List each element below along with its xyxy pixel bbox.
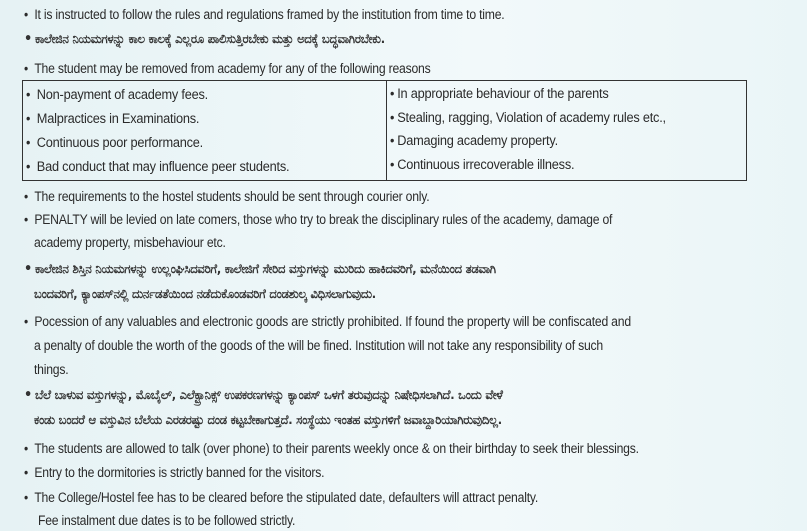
- bullet-icon: •: [24, 489, 29, 505]
- rule-valuables-continued: a penalty of double the worth of the goods of the will be fined. Institution will not take any responsibility of such: [34, 338, 603, 354]
- bullet-icon: •: [24, 261, 33, 277]
- removal-reasons-table: [22, 80, 747, 181]
- reason-item: • Damaging academy property.: [390, 132, 558, 149]
- bullet-icon: •: [24, 464, 29, 480]
- rule-fees-continued: Fee instalment due dates is to be followed strictly.: [38, 513, 296, 529]
- bullet-icon: •: [26, 158, 31, 174]
- bullet-icon: •: [390, 109, 395, 125]
- rule-visitors: • Entry to the dormitories is strictly banned for the visitors.: [24, 464, 325, 481]
- rule-follow-rules-kannada: • ಕಾಲೇಜಿನ ನಿಯಮಗಳನ್ನು ಕಾಲ ಕಾಲಕ್ಕೆ ಎಲ್ಲರೂ ಪಾಲಿಸುತ್ತಿರಬೇಕು ಮತ್ತು ಅದಕ್ಕೆ ಬದ್ಧವಾಗಿರಬೇಕು.: [24, 31, 385, 47]
- reason-item: • Bad conduct that may influence peer students.: [26, 158, 290, 175]
- bullet-icon: •: [24, 440, 29, 456]
- rule-penalty-continued: academy property, misbehaviour etc.: [34, 235, 226, 251]
- bullet-icon: •: [24, 6, 29, 22]
- bullet-icon: •: [24, 313, 29, 329]
- reason-item: • In appropriate behaviour of the parents: [390, 85, 609, 102]
- bullet-icon: •: [26, 110, 31, 126]
- rule-fees: • The College/Hostel fee has to be cleared before the stipulated date, defaulters will attract penalty.: [24, 489, 539, 506]
- bullet-icon: •: [390, 132, 395, 148]
- bullet-icon: •: [24, 60, 29, 76]
- rule-penalty: • PENALTY will be levied on late comers, those who try to break the disciplinary rules of the academy, damage of: [24, 211, 613, 228]
- bullet-icon: •: [24, 31, 33, 47]
- rule-valuables-kannada: • ಬೆಲೆ ಬಾಳುವ ವಸ್ತುಗಳನ್ನು, ಮೊಬೈಲ್, ಎಲೆಕ್ಟ್ರಾನಿಕ್ಸ್ ಉಪಕರಣಗಳನ್ನು ಕ್ಯಾಂಪಸ್ ಒಳಗೆ ತರುವುದನ್ನು ನಿಷೇಧಿಸಲಾಗಿದೆ. ಒಂದು ವೇಳೆ: [24, 387, 503, 403]
- rule-penalty-kannada-continued: ಬಂದವರಿಗೆ, ಕ್ಯಾಂಪಸ್‌ನಲ್ಲಿ ದುರ್ನಡತೆಯಿಂದ ನಡೆದುಕೊಂಡವರಿಗೆ ದಂಡಶುಲ್ಕ ವಿಧಿಸಲಾಗುವುದು.: [34, 286, 376, 301]
- bullet-icon: •: [26, 86, 31, 102]
- reason-item: • Malpractices in Examinations.: [26, 110, 200, 127]
- rule-valuables: • Pocession of any valuables and electronic goods are strictly prohibited. If found the property will be confiscated and: [24, 313, 631, 330]
- reasons-column-left: [23, 81, 387, 180]
- bullet-icon: •: [26, 134, 31, 150]
- rule-courier: • The requirements to the hostel students should be sent through courier only.: [24, 188, 430, 205]
- bullet-icon: •: [24, 211, 29, 227]
- reason-item: • Continuous irrecoverable illness.: [390, 156, 575, 173]
- reasons-column-right: [387, 81, 746, 180]
- rule-penalty-kannada: • ಕಾಲೇಜಿನ ಶಿಸ್ತಿನ ನಿಯಮಗಳನ್ನು ಉಲ್ಲಂಘಿಸಿದವರಿಗೆ, ಕಾಲೇಜಿಗೆ ಸೇರಿದ ವಸ್ತುಗಳನ್ನು ಮುರಿದು ಹಾಕಿದವರಿಗೆ, ಮನೆಯಿಂದ ತಡವಾಗಿ: [24, 261, 496, 277]
- bullet-icon: •: [24, 387, 33, 403]
- rule-valuables-kannada-continued: ಕಂಡು ಬಂದರೆ ಆ ವಸ್ತುವಿನ ಬೆಲೆಯ ಎರಡರಷ್ಟು ದಂಡ ಕಟ್ಟಬೇಕಾಗುತ್ತದೆ. ಸಂಸ್ಥೆಯು ಇಂತಹ ವಸ್ತುಗಳಿಗೆ ಜವಾಬ್ದಾರಿಯಾಗಿರುವುದಿಲ್ಲ.: [34, 412, 502, 427]
- rule-valuables-continued: things.: [34, 362, 69, 378]
- bullet-icon: •: [390, 85, 395, 101]
- reason-item: • Stealing, ragging, Violation of academy rules etc.,: [390, 109, 666, 126]
- bullet-icon: •: [24, 188, 29, 204]
- reason-item: • Continuous poor performance.: [26, 134, 203, 151]
- rule-phone: • The students are allowed to talk (over phone) to their parents weekly once & on their birthday to seek their blessings.: [24, 440, 639, 457]
- bullet-icon: •: [390, 156, 395, 172]
- removal-intro: • The student may be removed from academy for any of the following reasons: [24, 60, 431, 77]
- reason-item: • Non-payment of academy fees.: [26, 86, 208, 103]
- rule-follow-rules: • It is instructed to follow the rules and regulations framed by the institution from time to time.: [24, 6, 505, 23]
